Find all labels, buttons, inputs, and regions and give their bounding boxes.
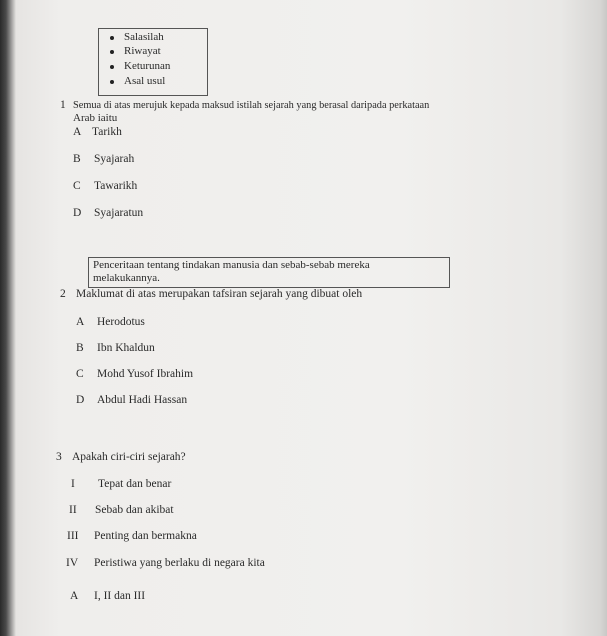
statement-text: Sebab dan akibat <box>95 504 174 516</box>
statement-numeral: IV <box>66 557 79 569</box>
option-text[interactable]: Tarikh <box>92 126 122 138</box>
bullet-icon <box>110 50 114 54</box>
option-text[interactable]: Syajarah <box>94 153 135 165</box>
option-letter[interactable]: A <box>76 316 85 328</box>
question-text: Semua di atas merujuk kepada maksud istilah sejarah yang berasal daripada perkataan <box>73 99 430 111</box>
option-text[interactable]: Ibn Khaldun <box>97 342 155 354</box>
term-item: Salasilah <box>124 31 164 43</box>
option-letter[interactable]: B <box>76 342 84 354</box>
option-letter[interactable]: C <box>73 180 81 192</box>
option-letter[interactable]: A <box>73 126 82 138</box>
term-item: Asal usul <box>124 75 166 87</box>
question-number: 3 <box>56 451 62 463</box>
source-text: Penceritaan tentang tindakan manusia dan sebab-sebab mereka <box>93 259 370 271</box>
option-text[interactable]: Mohd Yusof Ibrahim <box>97 368 194 380</box>
option-text[interactable]: Herodotus <box>97 316 145 328</box>
option-text[interactable]: Tawarikh <box>94 180 138 192</box>
source-text: melakukannya. <box>93 272 160 284</box>
question-text: Maklumat di atas merupakan tafsiran sejarah yang dibuat oleh <box>76 288 363 300</box>
term-item: Riwayat <box>124 45 161 57</box>
bullet-icon <box>110 36 114 40</box>
option-text[interactable]: I, II dan III <box>94 590 146 602</box>
bullet-icon <box>110 80 114 84</box>
statement-text: Tepat dan benar <box>98 478 172 490</box>
question-number: 1 <box>60 99 66 111</box>
option-letter[interactable]: D <box>76 394 85 406</box>
statement-text: Penting dan bermakna <box>94 530 197 542</box>
option-text[interactable]: Syajaratun <box>94 207 144 219</box>
option-text[interactable]: Abdul Hadi Hassan <box>97 394 188 406</box>
option-letter[interactable]: D <box>73 207 82 219</box>
option-letter[interactable]: B <box>73 153 81 165</box>
question-number: 2 <box>60 288 66 300</box>
question-text: Apakah ciri-ciri sejarah? <box>72 451 186 463</box>
statement-text: Peristiwa yang berlaku di negara kita <box>94 557 265 569</box>
question-text: Arab iaitu <box>73 112 118 124</box>
statement-numeral: III <box>67 530 79 542</box>
statement-numeral: I <box>71 478 75 490</box>
statement-numeral: II <box>69 504 77 516</box>
option-letter[interactable]: C <box>76 368 84 380</box>
option-letter[interactable]: A <box>70 590 79 602</box>
bullet-icon <box>110 65 114 69</box>
term-item: Keturunan <box>124 60 171 72</box>
